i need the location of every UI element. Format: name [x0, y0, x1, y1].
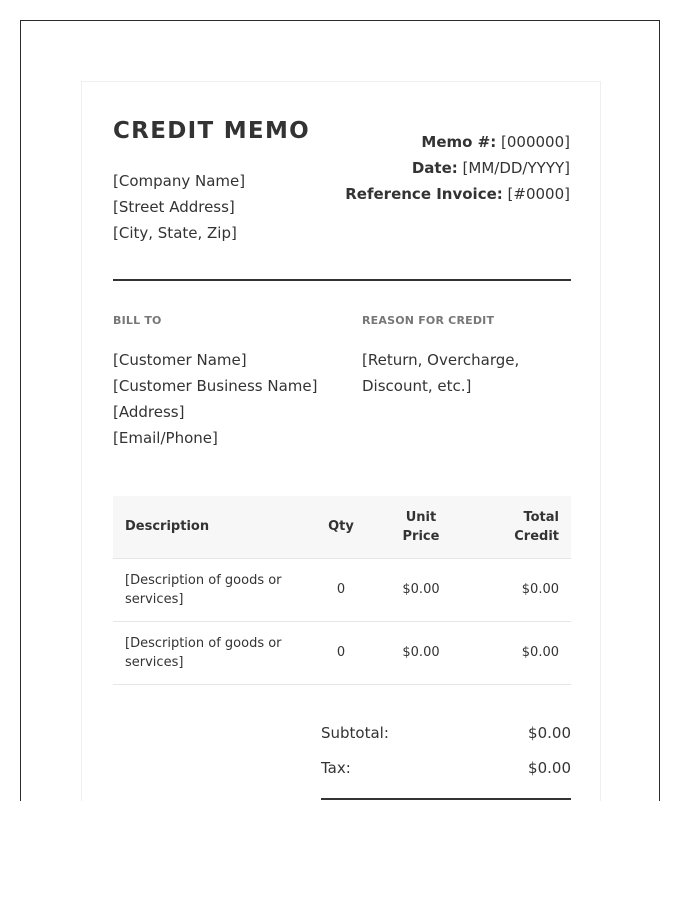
reason-for-credit-block: [362, 347, 562, 399]
column-header-total-credit: [471, 496, 571, 558]
company-city-state-zip: [City, State, Zip]: [113, 224, 237, 242]
column-header-qty: Qty: [311, 496, 371, 558]
tax-row: [321, 757, 571, 792]
table-header-row: [113, 496, 571, 558]
line-items-table: [113, 496, 571, 685]
item-description-line-1: [Description of goods or: [125, 635, 282, 651]
tax-label: Tax:: [321, 759, 351, 777]
subtotal-label: Subtotal:: [321, 724, 389, 742]
item-qty: 0: [311, 621, 371, 684]
item-qty: 0: [311, 558, 371, 621]
column-header-unit-price: [371, 496, 471, 558]
column-header-description: Description: [113, 496, 311, 558]
item-unit-price: $0.00: [371, 558, 471, 621]
item-description-line-2: services]: [125, 591, 184, 607]
customer-name: [Customer Name]: [113, 351, 247, 369]
bill-to-block: [113, 347, 318, 451]
company-street: [Street Address]: [113, 198, 235, 216]
item-description-line-2: services]: [125, 654, 184, 670]
reason-line-1: [Return, Overcharge,: [362, 351, 520, 369]
document-title: CREDIT MEMO: [113, 118, 310, 144]
memo-number-row: [345, 129, 570, 155]
reference-invoice-label: Reference Invoice:: [345, 185, 503, 203]
subtotal-row: [321, 722, 571, 757]
credit-memo-document: [81, 81, 601, 801]
memo-meta-block: [345, 129, 570, 207]
customer-email-phone: [Email/Phone]: [113, 429, 218, 447]
reference-invoice-row: [345, 181, 570, 207]
memo-number-label: Memo #:: [421, 133, 497, 151]
date-row: [345, 155, 570, 181]
date-value: [MM/DD/YYYY]: [462, 159, 570, 177]
item-description: [113, 621, 311, 684]
page-frame: [20, 20, 660, 801]
date-label: Date:: [411, 159, 458, 177]
total-credit-header-line-1: Total: [523, 509, 559, 525]
totals-block: [321, 722, 571, 800]
reason-line-2: Discount, etc.]: [362, 377, 472, 395]
reason-for-credit-label: REASON FOR CREDIT: [362, 314, 495, 327]
bill-to-label: BILL TO: [113, 314, 162, 327]
table-row: [113, 558, 571, 621]
item-description-line-1: [Description of goods or: [125, 572, 282, 588]
item-unit-price: $0.00: [371, 621, 471, 684]
table-row: [113, 621, 571, 684]
company-address-block: [113, 168, 245, 246]
total-credit-header-line-2: Credit: [514, 528, 559, 544]
customer-business-name: [Customer Business Name]: [113, 377, 318, 395]
customer-address: [Address]: [113, 403, 185, 421]
header-divider: [113, 279, 571, 281]
subtotal-value: $0.00: [528, 724, 571, 742]
memo-number-value: [000000]: [501, 133, 570, 151]
item-description: [113, 558, 311, 621]
totals-divider: [321, 798, 571, 800]
item-total-credit: $0.00: [471, 621, 571, 684]
item-total-credit: $0.00: [471, 558, 571, 621]
company-name: [Company Name]: [113, 172, 246, 190]
tax-value: $0.00: [528, 759, 571, 777]
unit-price-header-line-1: Unit: [405, 509, 437, 525]
reference-invoice-value: [#0000]: [507, 185, 570, 203]
unit-price-header-line-2: Price: [402, 528, 440, 544]
